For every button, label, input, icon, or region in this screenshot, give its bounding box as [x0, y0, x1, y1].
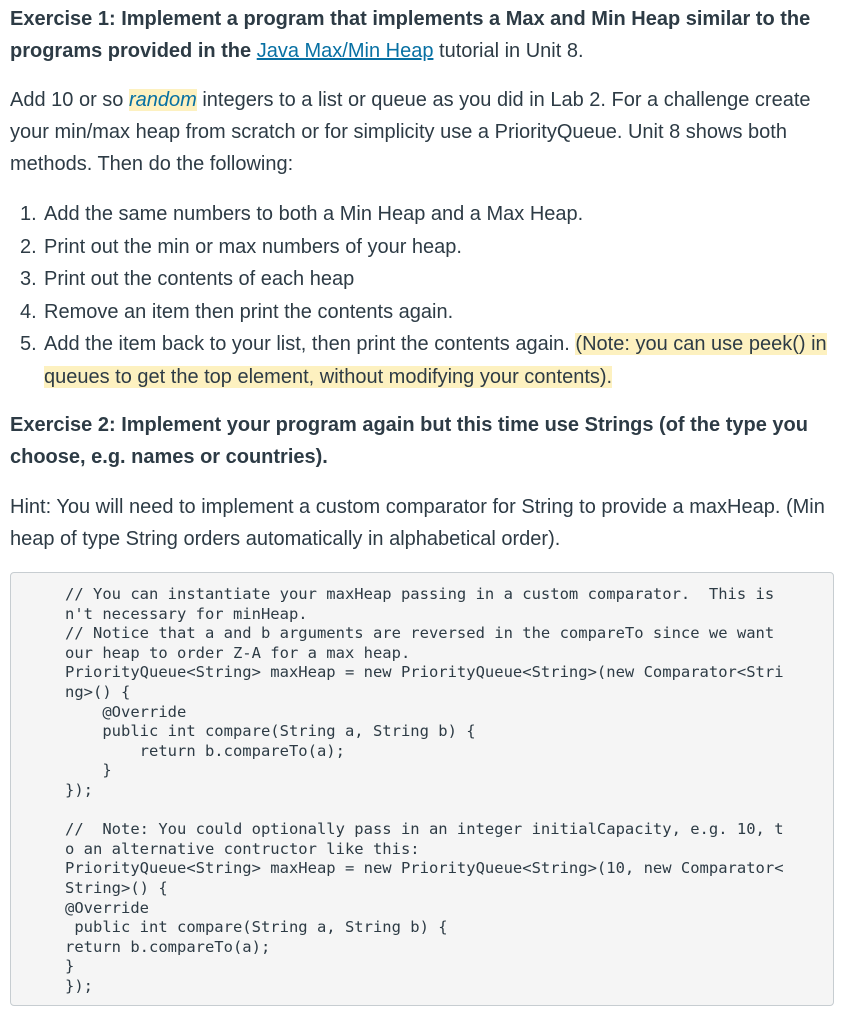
code-line: n't necessary for minHeap. [65, 604, 308, 623]
code-line: ng>() { [65, 682, 131, 701]
exercise-1-heading-text: Exercise 1: Implement a program that implements a Max and Min Heap similar to the programs provided in the [10, 8, 811, 62]
code-line: public int compare(String a, String b) { [65, 722, 476, 741]
hint-text: Hint: You will need to implement a custom comparator for String to provide a maxHeap. (Min heap of type String orders automatically in alphabetical order). [10, 496, 825, 550]
step-number: 2. [20, 235, 37, 258]
peek-note-highlight: (Note: you can use peek() in queues to get the top element, without modifying your contents). [44, 333, 827, 388]
exercise-1-heading-suffix: tutorial in Unit 8. [433, 40, 584, 62]
instructions-text-start: Add 10 or so [10, 89, 129, 111]
code-content [65, 585, 784, 996]
step-text: Add the same numbers to both a Min Heap and a Max Heap. [44, 203, 584, 225]
code-line: return b.compareTo(a); [65, 937, 271, 956]
code-line: } [65, 761, 112, 780]
code-line: }); [65, 780, 93, 799]
exercise-1-heading [10, 3, 838, 67]
code-line: } [65, 957, 75, 976]
code-line: // You can instantiate your maxHeap passing in a custom comparator. This is [65, 585, 775, 603]
java-heap-tutorial-link[interactable]: Java Max/Min Heap [256, 40, 434, 62]
code-line: }); [65, 976, 93, 995]
steps-list [10, 198, 838, 393]
code-line: String>() { [65, 878, 168, 897]
code-line: // Note: You could optionally pass in an integer initialCapacity, e.g. 10, t [65, 820, 784, 839]
code-line: // Notice that a and b arguments are reversed in the compareTo since we want [65, 624, 775, 643]
code-line: PriorityQueue<String> maxHeap = new PriorityQueue<String>(new Comparator<Stri [65, 663, 784, 682]
step-item [10, 328, 838, 393]
code-block [10, 572, 834, 1006]
step-text: Print out the min or max numbers of your heap. [44, 235, 462, 258]
code-line: public int compare(String a, String b) { [65, 918, 448, 937]
step-number: 3. [20, 268, 37, 290]
exercise-2-heading: Exercise 2: Implement your program again but this time use Strings (of the type you choose, e.g. names or countries). [10, 414, 808, 468]
exercise-1-instructions [10, 84, 820, 180]
step-text: Remove an item then print the contents again. [44, 300, 454, 323]
step-number: 4. [20, 300, 37, 323]
random-highlight: random [128, 89, 197, 111]
step-item [10, 296, 838, 329]
code-line: @Override [65, 898, 149, 917]
step-item [10, 231, 838, 264]
step-number: 1. [20, 203, 37, 225]
step-text: Add the item back to your list, then print the contents again. [44, 333, 576, 355]
step-text: Print out the contents of each heap [44, 268, 355, 290]
step-number: 5. [20, 333, 37, 355]
code-line: o an alternative contructor like this: [65, 839, 420, 858]
step-item [10, 263, 838, 296]
instructions-text-end: integers to a list or queue as you did in Lab 2. For a challenge create your min/max heap from scratch or for simplicity use a PriorityQueue. Unit 8 shows both methods. Then do the following: [10, 89, 811, 175]
code-line: return b.compareTo(a); [65, 741, 345, 760]
code-line: @Override [65, 702, 187, 721]
step-item [10, 198, 838, 231]
code-line: our heap to order Z-A for a max heap. [65, 643, 411, 662]
code-line: PriorityQueue<String> maxHeap = new PriorityQueue<String>(10, new Comparator< [65, 859, 784, 878]
